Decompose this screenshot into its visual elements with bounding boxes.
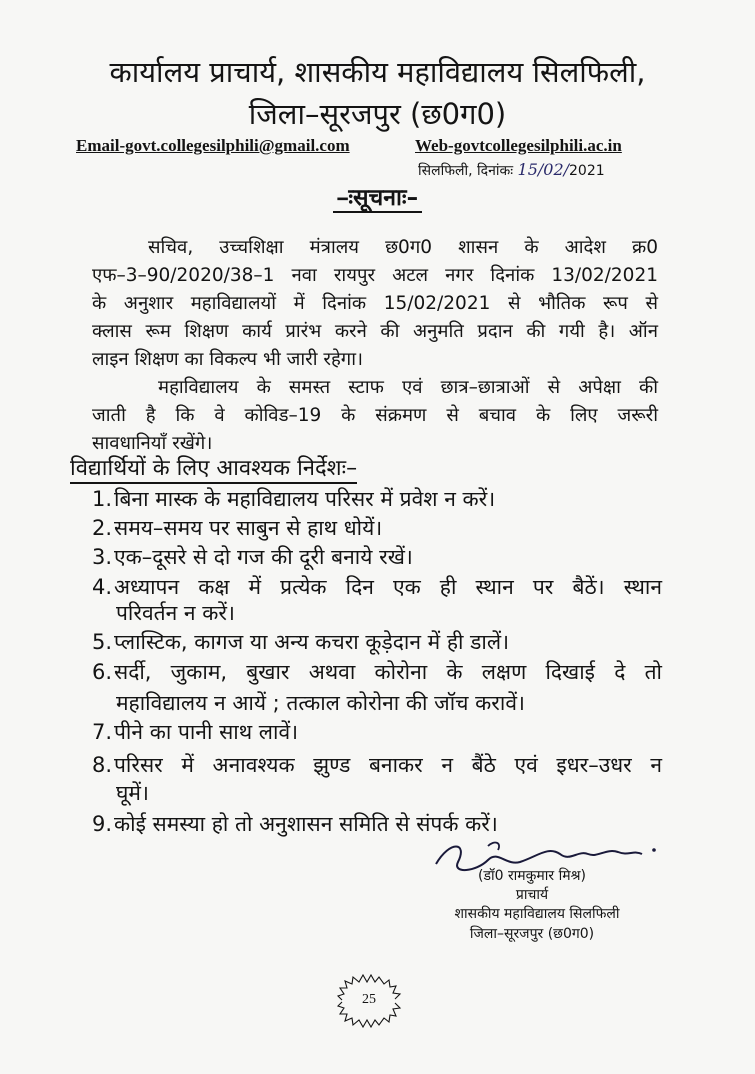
date-year: 2021 — [569, 163, 605, 179]
signatory-district: जिला–सूरजपुर (छ0ग0) — [469, 926, 595, 942]
item-number: 7. — [92, 720, 113, 744]
item-number: 5. — [92, 630, 113, 654]
instruction-item-continued: महाविद्यालय न आयें ; तत्काल कोरोना की जॉच करावें। — [116, 691, 525, 715]
item-text: अध्यापन कक्ष में प्रत्येक दिन एक ही स्थान पर बैठें। स्थान — [114, 575, 662, 599]
instruction-item — [92, 543, 413, 571]
item-number: 4. — [92, 575, 113, 599]
signatory-name: (डॉ0 रामकुमार मिश्र) — [478, 868, 586, 884]
notice-title-text: –ःसूचनाः– — [333, 185, 422, 213]
item-text: एक–दूसरे से दो गज की दूरी बनाये रखें। — [114, 545, 413, 569]
instruction-item — [92, 485, 495, 513]
instruction-item — [92, 658, 662, 686]
instruction-item — [92, 628, 509, 656]
item-text: पीने का पानी साथ लावें। — [114, 720, 299, 744]
para2-line3: सावधानियाँ रखेंगे। — [92, 433, 213, 454]
para2-line2: जाती है कि वे कोविड–19 के संक्रमण से बचाव के लिए जरूरी — [92, 405, 658, 426]
item-text: परिसर में अनावश्यक झुण्ड बनाकर न बैंठे एवं इधर–उधर न — [114, 753, 662, 777]
instruction-item — [92, 573, 662, 601]
instructions-heading: विद्यार्थियों के लिए आवश्यक निर्देशः– — [70, 452, 357, 484]
para1-line5: लाइन शिक्षण का विकल्प भी जारी रहेगा। — [92, 349, 363, 370]
notice-title — [0, 180, 755, 212]
office-title-line1: कार्यालय प्राचार्य, शासकीय महाविद्यालय सिलफिली, — [109, 55, 646, 89]
date-line — [418, 160, 605, 180]
date-label: सिलफिली, दिनांकः — [418, 163, 514, 179]
web-address: Web-govtcollegesilphili.ac.in — [415, 136, 622, 155]
para1-line1: सचिव, उच्चशिक्षा मंत्रालय छ0ग0 शासन के आदेश क्र0 — [148, 237, 658, 258]
email-address: Email-govt.collegesilphili@gmail.com — [76, 136, 350, 155]
item-number: 3. — [92, 545, 113, 569]
instruction-item — [92, 751, 662, 779]
item-text: प्लास्टिक, कागज या अन्य कचरा कूड़ेदान में ही डालें। — [114, 630, 510, 654]
para1-line4: क्लास रूम शिक्षण कार्य प्रारंभ करने की अनुमति प्रदान की गयी है। ऑन — [92, 321, 658, 342]
para1-line2: एफ–3–90/2020/38–1 नवा रायपुर अटल नगर दिनांक 13/02/2021 — [92, 265, 658, 286]
item-number: 6. — [92, 660, 113, 684]
date-handwritten: 15/02/ — [517, 160, 570, 179]
office-title-line2: जिला–सूरजपुर (छ0ग0) — [248, 97, 507, 131]
item-number: 2. — [92, 516, 113, 540]
page-number: 25 — [362, 992, 376, 1007]
item-text: सर्दी, जुकाम, बुखार अथवा कोरोना के लक्षण दिखाई दे तो — [114, 660, 662, 684]
instruction-item — [92, 718, 298, 746]
item-number: 9. — [92, 812, 113, 836]
signatory-institution: शासकीय महाविद्यालय सिलफिली — [454, 906, 620, 922]
item-number: 8. — [92, 753, 113, 777]
signatory-designation: प्राचार्य — [515, 887, 549, 903]
item-text: समय–समय पर साबुन से हाथ धोयें। — [114, 516, 383, 540]
para1-line3: के अनुशार महाविद्यालयों में दिनांक 15/02/2021 से भौतिक रूप से — [92, 293, 658, 314]
item-text: बिना मास्क के महाविद्यालय परिसर में प्रवेश न करें। — [114, 487, 496, 511]
instruction-item — [92, 514, 382, 542]
para2-line1: महाविद्यालय के समस्त स्टाफ एवं छात्र–छात्राओं से अपेक्षा की — [158, 377, 658, 398]
item-text: कोई समस्या हो तो अनुशासन समिति से संपर्क करें। — [114, 812, 498, 836]
instruction-item-continued: परिवर्तन न करें। — [116, 601, 235, 625]
item-number: 1. — [92, 487, 113, 511]
instruction-item-continued: घूमें। — [116, 781, 149, 805]
